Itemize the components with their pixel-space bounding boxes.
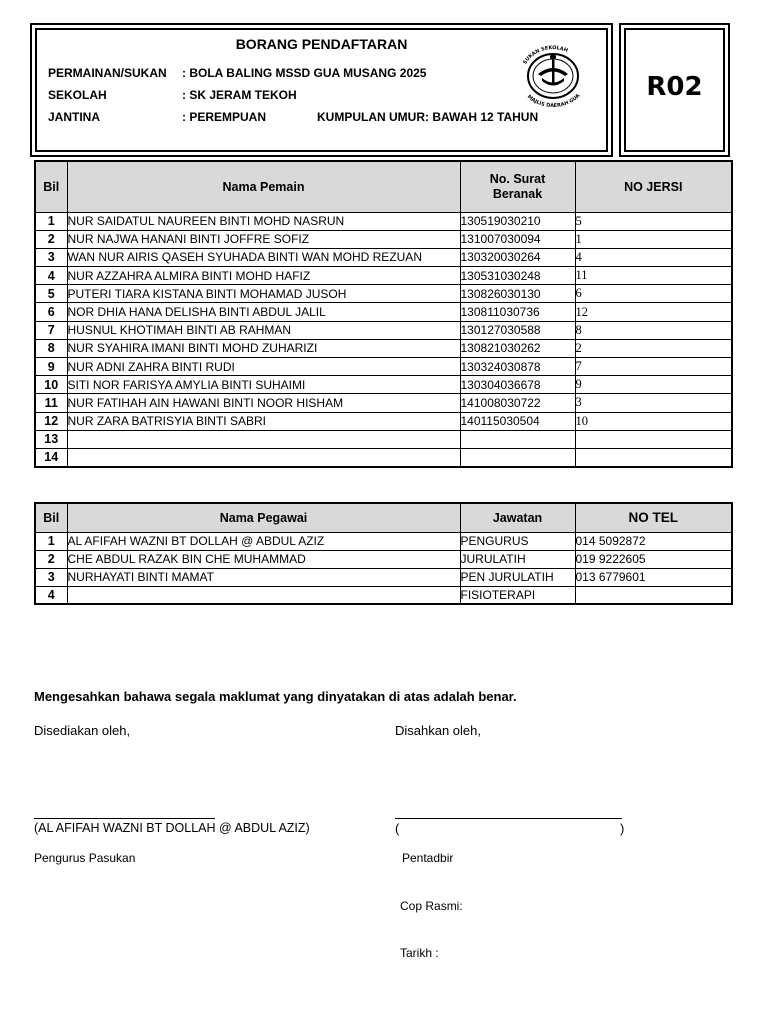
player-cert-no: 141008030722 (460, 394, 575, 412)
official-row (35, 586, 732, 604)
player-jersey-no: 10 (575, 412, 732, 430)
player-cert-no: 131007030094 (460, 230, 575, 248)
players-header-name: Nama Pemain (67, 161, 460, 212)
player-cert-no (460, 448, 575, 466)
player-row (35, 430, 732, 448)
player-cert-no: 130519030210 (460, 212, 575, 230)
player-bil: 14 (35, 448, 67, 466)
player-jersey-no: 4 (575, 248, 732, 266)
player-name: PUTERI TIARA KISTANA BINTI MOHAMAD JUSOH (67, 285, 460, 303)
official-name: AL AFIFAH WAZNI BT DOLLAH @ ABDUL AZIZ (67, 532, 460, 550)
player-bil: 13 (35, 430, 67, 448)
officials-header-bil: Bil (35, 503, 67, 532)
official-bil: 4 (35, 586, 67, 604)
player-cert-no: 140115030504 (460, 412, 575, 430)
player-row (35, 412, 732, 430)
field-age-group: KUMPULAN UMUR: BAWAH 12 TAHUN (317, 110, 539, 124)
prepared-by-label: Disediakan oleh, (34, 723, 131, 738)
player-bil: 2 (35, 230, 67, 248)
player-row (35, 339, 732, 357)
player-bil: 7 (35, 321, 67, 339)
official-name: CHE ABDUL RAZAK BIN CHE MUHAMMAD (67, 550, 460, 568)
approver-open-paren: ( (395, 821, 400, 836)
player-cert-no: 130811030736 (460, 303, 575, 321)
official-phone: 019 9222605 (575, 550, 732, 568)
officials-header-role: Jawatan (460, 503, 575, 532)
official-bil: 2 (35, 550, 67, 568)
official-role: JURULATIH (460, 550, 575, 568)
players-header-bil: Bil (35, 161, 67, 212)
official-phone (575, 586, 732, 604)
player-row (35, 303, 732, 321)
council-logo-icon (512, 42, 594, 108)
player-bil: 12 (35, 412, 67, 430)
player-bil: 6 (35, 303, 67, 321)
player-row (35, 285, 732, 303)
player-jersey-no (575, 430, 732, 448)
player-jersey-no: 8 (575, 321, 732, 339)
officials-header-phone: NO TEL (575, 503, 732, 532)
players-table (34, 160, 733, 468)
official-name: NURHAYATI BINTI MAMAT (67, 568, 460, 586)
declaration-text: Mengesahkan bahawa segala maklumat yang dinyatakan di atas adalah benar. (34, 689, 517, 704)
player-row (35, 248, 732, 266)
date-label: Tarikh : (400, 946, 439, 960)
official-role: PENGURUS (460, 532, 575, 550)
player-bil: 4 (35, 267, 67, 285)
svg-text:SUKAN SEKOLAH: SUKAN SEKOLAH (522, 44, 569, 66)
player-cert-no: 130304036678 (460, 376, 575, 394)
player-name: WAN NUR AIRIS QASEH SYUHADA BINTI WAN MOHD REZUAN (67, 248, 460, 266)
players-header-row (35, 161, 732, 212)
official-row (35, 550, 732, 568)
player-bil: 1 (35, 212, 67, 230)
preparer-title: Pengurus Pasukan (34, 851, 136, 865)
official-role: PEN JURULATIH (460, 568, 575, 586)
player-bil: 10 (35, 376, 67, 394)
svg-text:MAJLIS DAERAH GUA: MAJLIS DAERAH GUA (525, 92, 582, 108)
player-name: SITI NOR FARISYA AMYLIA BINTI SUHAIMI (67, 376, 460, 394)
player-name: NUR NAJWA HANANI BINTI JOFFRE SOFIZ (67, 230, 460, 248)
official-bil: 1 (35, 532, 67, 550)
player-name: NUR ADNI ZAHRA BINTI RUDI (67, 358, 460, 376)
player-row (35, 230, 732, 248)
field-label-school: SEKOLAH (48, 88, 107, 102)
player-name: NUR FATIHAH AIN HAWANI BINTI NOOR HISHAM (67, 394, 460, 412)
player-jersey-no: 2 (575, 339, 732, 357)
preparer-name: (AL AFIFAH WAZNI BT DOLLAH @ ABDUL AZIZ) (34, 821, 310, 835)
form-code: R02 (646, 72, 703, 102)
players-header-cert (460, 161, 575, 212)
field-value-sport: : BOLA BALING MSSD GUA MUSANG 2025 (182, 66, 427, 80)
field-label-gender: JANTINA (48, 110, 101, 124)
officials-header-name: Nama Pegawai (67, 503, 460, 532)
player-row (35, 448, 732, 466)
official-row (35, 532, 732, 550)
player-name (67, 430, 460, 448)
players-header-jersey: NO JERSI (575, 161, 732, 212)
approver-close-paren: ) (620, 821, 625, 836)
player-jersey-no: 9 (575, 376, 732, 394)
preparer-signature-line (34, 818, 215, 819)
player-jersey-no (575, 448, 732, 466)
player-name: NUR AZZAHRA ALMIRA BINTI MOHD HAFIZ (67, 267, 460, 285)
field-label-sport: PERMAINAN/SUKAN (48, 66, 167, 80)
officials-table (34, 502, 733, 605)
stamp-label: Cop Rasmi: (400, 899, 463, 913)
field-value-gender: : PEREMPUAN (182, 110, 267, 124)
player-cert-no: 130826030130 (460, 285, 575, 303)
player-cert-no: 130127030588 (460, 321, 575, 339)
official-name (67, 586, 460, 604)
player-jersey-no: 7 (575, 358, 732, 376)
field-value-school: : SK JERAM TEKOH (182, 88, 297, 102)
player-name: NUR SAIDATUL NAUREEN BINTI MOHD NASRUN (67, 212, 460, 230)
player-row (35, 267, 732, 285)
player-bil: 3 (35, 248, 67, 266)
player-bil: 5 (35, 285, 67, 303)
official-row (35, 568, 732, 586)
player-cert-no (460, 430, 575, 448)
player-bil: 11 (35, 394, 67, 412)
player-row (35, 394, 732, 412)
player-jersey-no: 11 (575, 267, 732, 285)
player-bil: 8 (35, 339, 67, 357)
official-phone: 014 5092872 (575, 532, 732, 550)
player-cert-no: 130324030878 (460, 358, 575, 376)
player-row (35, 376, 732, 394)
players-header-cert-line1: No. Surat (489, 171, 546, 186)
players-header-cert-line2: Beranak (492, 186, 543, 201)
approver-title: Pentadbir (402, 851, 454, 865)
player-jersey-no: 1 (575, 230, 732, 248)
player-row (35, 358, 732, 376)
player-name: NUR SYAHIRA IMANI BINTI MOHD ZUHARIZI (67, 339, 460, 357)
player-jersey-no: 3 (575, 394, 732, 412)
player-row (35, 212, 732, 230)
officials-header-row (35, 503, 732, 532)
official-bil: 3 (35, 568, 67, 586)
official-phone: 013 6779601 (575, 568, 732, 586)
player-name (67, 448, 460, 466)
player-row (35, 321, 732, 339)
player-cert-no: 130531030248 (460, 267, 575, 285)
form-title: BORANG PENDAFTARAN (235, 36, 408, 52)
player-jersey-no: 5 (575, 212, 732, 230)
approved-by-label: Disahkan oleh, (395, 723, 481, 738)
player-cert-no: 130821030262 (460, 339, 575, 357)
player-cert-no: 130320030264 (460, 248, 575, 266)
player-jersey-no: 12 (575, 303, 732, 321)
player-name: NUR ZARA BATRISYIA BINTI SABRI (67, 412, 460, 430)
player-name: NOR DHIA HANA DELISHA BINTI ABDUL JALIL (67, 303, 460, 321)
player-bil: 9 (35, 358, 67, 376)
official-role: FISIOTERAPI (460, 586, 575, 604)
player-name: HUSNUL KHOTIMAH BINTI AB RAHMAN (67, 321, 460, 339)
approver-signature-line (395, 818, 622, 819)
player-jersey-no: 6 (575, 285, 732, 303)
